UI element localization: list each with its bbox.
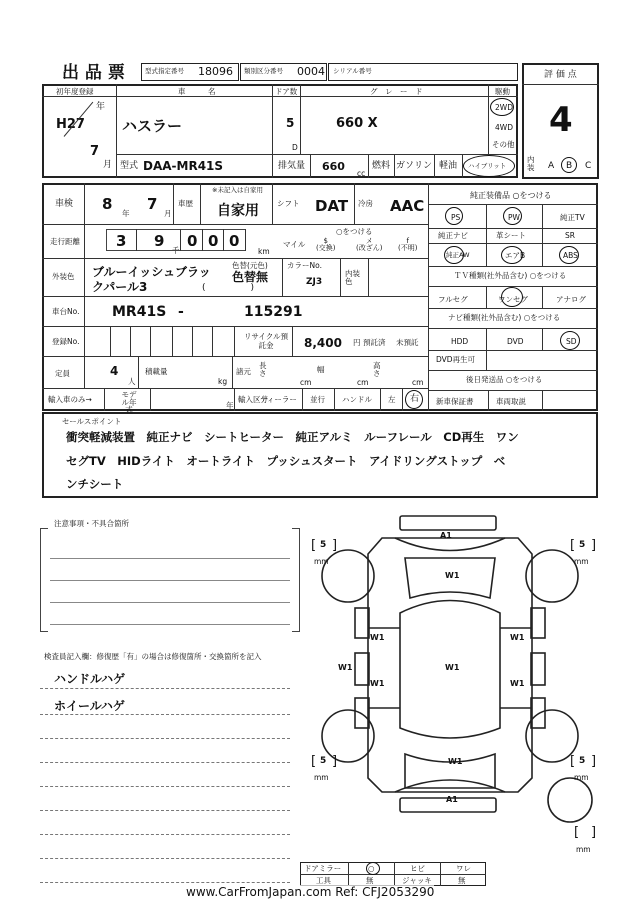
mile-label: マイル xyxy=(283,240,306,249)
tire-rr-value: 5 xyxy=(579,756,586,766)
height-cm: cm xyxy=(412,378,424,387)
damage-mark-roof: W1 xyxy=(445,663,460,672)
mile-opt-tamper: メ (改ざん) xyxy=(356,237,383,252)
fuel-label: 燃料 xyxy=(372,161,391,171)
equip-aw: 純正AW xyxy=(446,251,470,259)
tire-spare-bracket-r: ] xyxy=(591,825,597,840)
int-color-label: 内装色 xyxy=(345,269,360,286)
tire-fl-value: 5 xyxy=(320,540,327,550)
thousand-unit: 千 xyxy=(172,246,180,255)
length-cm: cm xyxy=(300,378,312,387)
tire-rl-bracket: [ xyxy=(311,754,317,769)
first-reg-label: 初年度登録 xyxy=(56,87,94,96)
damage-mark-rear-bumper: A1 xyxy=(446,795,458,804)
inspection-month-unit: 月 xyxy=(164,209,172,218)
fuel-hybrid-circle xyxy=(463,155,515,177)
sales-line-2: セグTV HIDライト オートライト プッシュスタート アイドリングストップ ベ xyxy=(66,454,506,468)
tire-rl-value: 5 xyxy=(320,756,327,766)
grade-label: グ レ ー ド xyxy=(370,87,423,96)
usage-value: 自家用 xyxy=(217,203,259,219)
category-value: 0004 xyxy=(297,65,325,78)
score-label: 評 価 点 xyxy=(544,70,577,80)
mileage-label: 走行距離 xyxy=(50,237,80,246)
tire-rr-unit: mm xyxy=(574,773,589,782)
color-label: 外装色 xyxy=(52,272,75,281)
equip-pw-circle xyxy=(503,207,522,225)
damage-mark-fr-door: W1 xyxy=(510,633,525,642)
tire-fr-bracket: [ xyxy=(570,538,576,553)
inspection-year-unit: 年 xyxy=(122,209,130,218)
tv-oneseg-circle xyxy=(501,287,523,307)
mirror-ok: ○ xyxy=(368,864,375,873)
era-year: H27 xyxy=(56,117,85,132)
car-damage-diagram xyxy=(300,508,600,848)
equip-abs-circle xyxy=(559,246,579,264)
dvd-label: DVD再生可 xyxy=(436,355,476,364)
damage-mark-rear: W1 xyxy=(448,757,463,766)
displacement-value: 660 xyxy=(322,160,345,173)
equip-leather: 革シート xyxy=(496,231,526,240)
jack-label: ジャッキ xyxy=(402,876,432,885)
page-title: 出 品 票 xyxy=(62,63,125,83)
capacity-label: 定員 xyxy=(55,369,70,378)
import-class-label: 輸入区分 xyxy=(238,395,268,404)
fuel-diesel: 軽油 xyxy=(439,161,458,171)
right-label: 右 xyxy=(410,394,420,404)
sales-line-1: 衝突軽減装置 純正ナビ シートヒーター 純正アルミ ルーフレール CD再生 ワン xyxy=(66,430,519,444)
tool-label: 工具 xyxy=(316,876,331,885)
usage-note: ※未記入は自家用 xyxy=(212,186,263,194)
score-value: 4 xyxy=(549,100,573,140)
tire-fr-value: 5 xyxy=(579,540,586,550)
equip-ps-circle xyxy=(445,207,463,225)
first-reg-month: 7 xyxy=(90,144,100,159)
later-warranty: 新車保証書 xyxy=(436,397,474,406)
inspection-year: 8 xyxy=(102,195,113,213)
chassis-dash: - xyxy=(178,304,184,320)
serial-label: シリアル番号 xyxy=(333,67,372,75)
mileage-digit-2: 9 xyxy=(154,232,165,250)
tire-spare-unit: mm xyxy=(576,845,591,854)
equip-aw-circle xyxy=(444,246,464,264)
shift-label: シフト xyxy=(277,199,300,208)
later-manual: 車両取説 xyxy=(496,397,526,406)
tire-fl-bracket: [ xyxy=(311,538,317,553)
mile-mark: ○をつける xyxy=(336,227,373,236)
drive-label: 駆動 xyxy=(495,87,510,96)
equip-pw: PW xyxy=(508,213,520,222)
type-designation-label: 型式指定番号 xyxy=(145,67,184,75)
mileage-digit-3: 0 xyxy=(187,232,198,250)
caution-bracket-right xyxy=(292,528,300,632)
repaint-paren: ( ) xyxy=(202,283,255,293)
height-label: 高さ xyxy=(373,361,381,378)
nav-dvd: DVD xyxy=(507,337,524,346)
model-label: 型式 xyxy=(120,161,139,171)
tire-spare-bracket: [ xyxy=(574,825,580,840)
damage-mark-rr-door: W1 xyxy=(510,679,525,688)
tool-value: 無 xyxy=(366,876,374,885)
kg-unit: kg xyxy=(218,377,228,386)
nav-hdd: HDD xyxy=(451,337,469,346)
recycle-done: 預託済 xyxy=(363,338,386,347)
tv-analog: アナログ xyxy=(556,295,586,304)
doors-label: ドア数 xyxy=(275,87,298,96)
recycle-not: 未預託 xyxy=(396,338,419,347)
displacement-label: 排気量 xyxy=(278,161,306,171)
month-unit: 月 xyxy=(103,160,113,170)
mile-opt-unknown: f (不明) xyxy=(398,237,418,252)
km-unit: km xyxy=(258,247,270,256)
tire-fl-unit: mm xyxy=(314,557,329,566)
note-entry-2: ホイールハゲ xyxy=(54,699,125,713)
dealer-label: ディーラー xyxy=(260,395,297,404)
sales-point-label: セールスポイント xyxy=(62,417,122,426)
drive-4wd: 4WD xyxy=(495,123,513,132)
damage-mark-left-side: W1 xyxy=(338,663,353,672)
repaint-label: 色替(元色) xyxy=(232,261,268,270)
nav-title: ナビ種類(社外品含む) ○をつける xyxy=(448,313,561,322)
tire-rr-bracket: [ xyxy=(570,754,576,769)
tv-oneseg: ワンセグ xyxy=(498,295,528,304)
type-designation-value: 18096 xyxy=(198,65,233,78)
color-no-value: ZJ3 xyxy=(306,277,323,287)
later-title: 後日発送品 ○をつける xyxy=(466,375,543,384)
load-label: 積載量 xyxy=(145,367,168,376)
color-value: ブルーイッシュブラックパール3 xyxy=(92,265,211,294)
interior-b-circle xyxy=(561,157,577,173)
fuel-hybrid: ハイブリット xyxy=(468,162,507,170)
nav-sd-circle xyxy=(560,331,580,350)
usage-label: 車歴 xyxy=(178,199,193,208)
jack-value: 無 xyxy=(458,876,466,885)
right-circle xyxy=(405,390,423,409)
door-mirror-label: ドアミラー xyxy=(304,864,342,873)
tire-fr-bracket-r: ] xyxy=(591,538,597,553)
equip-airbag: エアB xyxy=(505,251,526,260)
door-unit: D xyxy=(292,143,298,152)
tire-rl-unit: mm xyxy=(314,773,329,782)
parallel-label: 並行 xyxy=(310,395,325,404)
tire-rl-bracket-r: ] xyxy=(332,754,338,769)
tv-title: ＴＶ種類(社外品含む) ○をつける xyxy=(454,271,567,280)
inspection-label: 車検 xyxy=(55,199,74,209)
note-entry-1: ハンドルハゲ xyxy=(54,672,126,686)
fuel-gasoline: ガソリン xyxy=(396,161,433,171)
watermark: www.CarFromJapan.com Ref: CFJ2053290 xyxy=(186,885,435,899)
caution-label: 注意事項・不具合箇所 xyxy=(54,519,129,528)
capacity-value: 4 xyxy=(110,364,119,378)
equip-title: 純正装備品 ○をつける xyxy=(470,191,552,200)
recycle-label: リサイクル預託金 xyxy=(244,332,288,350)
interior-b: B xyxy=(566,161,573,171)
mile-opt-exchange: $ (交換) xyxy=(316,237,336,252)
damage-mark-front: A1 xyxy=(440,531,452,540)
chassis-prefix: MR41S xyxy=(112,304,167,320)
interior-label: 内装 xyxy=(527,155,535,172)
shift-value: DAT xyxy=(315,197,349,215)
ac-value: AAC xyxy=(390,197,425,215)
recycle-unit: 円 xyxy=(353,338,361,347)
mileage-digit-5: 0 xyxy=(229,232,240,250)
model-year-label: モデル年式 xyxy=(121,390,137,414)
mirror-crack: ヒビ xyxy=(410,864,425,873)
damage-mark-fl-door: W1 xyxy=(370,633,385,642)
color-no-label: カラーNo. xyxy=(287,261,322,270)
handle-label: ハンドル xyxy=(342,395,372,404)
drive-2wd-circle xyxy=(490,98,514,116)
width-cm: cm xyxy=(357,378,369,387)
mirror-broken: ワレ xyxy=(456,864,471,873)
cc-unit: cc xyxy=(357,169,366,178)
mileage-digit-1: 3 xyxy=(116,232,127,250)
equip-sr: SR xyxy=(565,231,575,240)
car-name-label: 車 名 xyxy=(178,87,216,96)
person-unit: 人 xyxy=(128,377,136,386)
import-label: 輸入車のみ→ xyxy=(48,395,92,404)
tv-fullseg: フルセグ xyxy=(438,295,468,304)
doors-value: 5 xyxy=(286,116,295,130)
tire-fl-bracket-r: ] xyxy=(332,538,338,553)
length-label: 長さ xyxy=(259,361,267,378)
category-label: 類別区分番号 xyxy=(244,67,283,75)
equip-nav: 純正ナビ xyxy=(438,231,468,240)
year-unit: 年 xyxy=(96,102,106,112)
nav-sd: SD xyxy=(566,337,577,346)
grade-value: 660 X xyxy=(336,116,378,131)
interior-c: C xyxy=(585,161,592,171)
model-value: DAA-MR41S xyxy=(143,159,224,173)
equip-abs: ABS xyxy=(563,251,578,260)
repaint-value: 色替無 xyxy=(232,270,269,284)
tire-rr-bracket-r: ] xyxy=(591,754,597,769)
chassis-number: 115291 xyxy=(244,304,303,320)
tire-fr-unit: mm xyxy=(574,557,589,566)
equip-airbag-circle xyxy=(501,246,526,264)
inspector-label: 検査員記入欄：修復歴「有」の場合は修復箇所・交換箇所を記入 xyxy=(44,652,262,661)
interior-a: A xyxy=(548,161,555,171)
size-label: 諸元 xyxy=(236,367,251,376)
drive-2wd: 2WD xyxy=(495,103,513,112)
ac-label: 冷房 xyxy=(358,199,373,208)
year-unit-import: 年 xyxy=(226,401,234,410)
chassis-label: 車台No. xyxy=(52,307,80,316)
width-label: 幅 xyxy=(317,365,325,374)
sales-line-3: ンチシート xyxy=(66,477,124,491)
equip-tv: 純正TV xyxy=(560,213,585,222)
left-label: 左 xyxy=(388,395,396,404)
caution-bracket-left xyxy=(40,528,48,632)
recycle-value: 8,400 xyxy=(304,336,342,350)
mileage-digit-4: 0 xyxy=(208,232,219,250)
mirror-ok-circle xyxy=(366,862,380,875)
damage-mark-rl-door: W1 xyxy=(370,679,385,688)
car-name: ハスラー xyxy=(122,117,183,135)
equip-ps: PS xyxy=(451,213,461,222)
drive-other: その他 xyxy=(492,140,515,149)
reg-no-label: 登録No. xyxy=(52,337,80,346)
damage-mark-hood: W1 xyxy=(445,571,460,580)
inspection-month: 7 xyxy=(147,195,158,213)
